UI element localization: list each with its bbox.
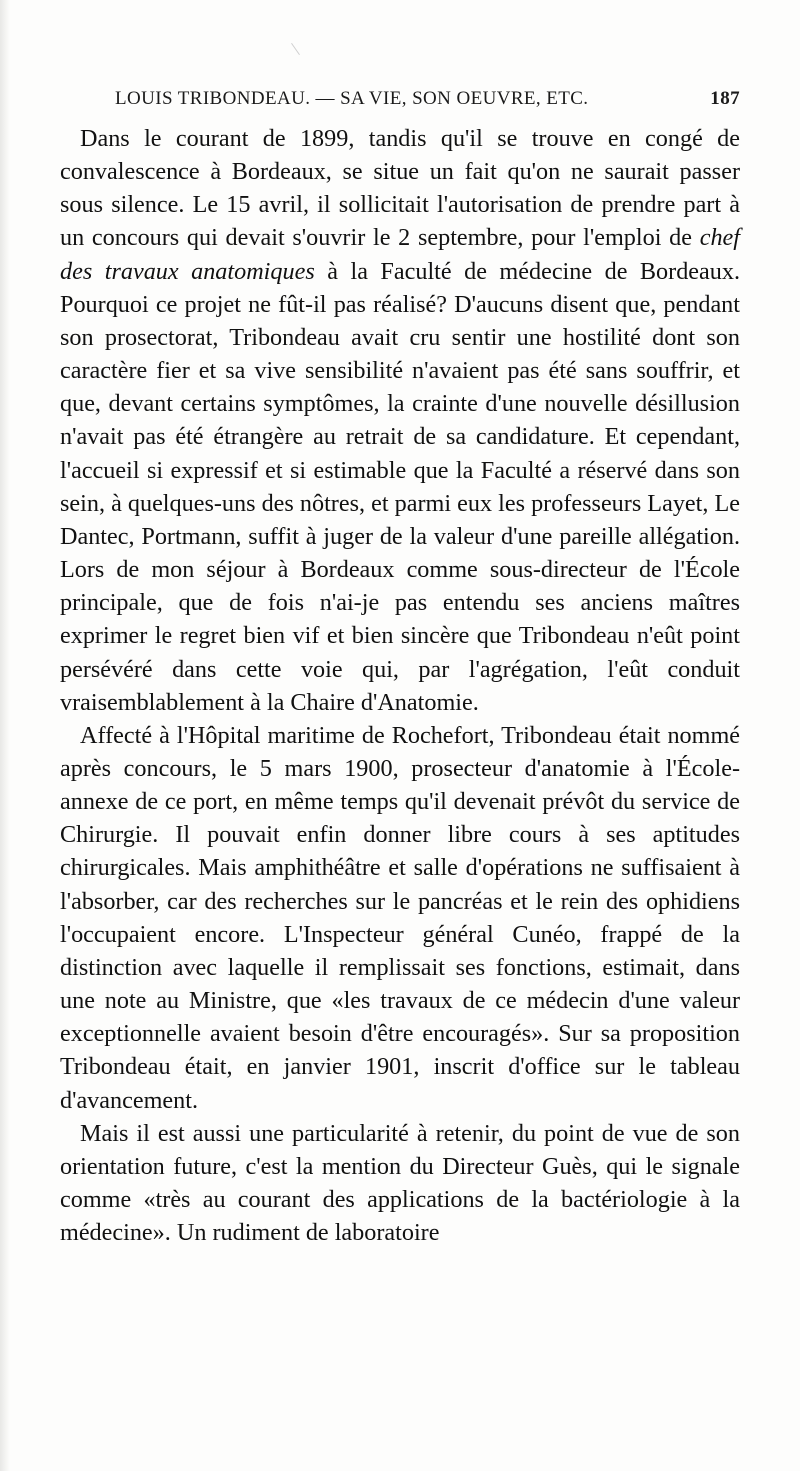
body-text <box>60 122 740 1249</box>
page-number: 187 <box>710 88 740 109</box>
paragraph-2: Affecté à l'Hôpital maritime de Rochefort, Tribondeau était nommé après concours, le 5 mars 1900, prosecteur d'anatomie à l'École-annexe de ce port, en même temps qu'il devenait prévôt du service de Chirurgie. Il pouvait enfin donner libre cours à ses aptitudes chirurgicales. Mais amphithéâtre et salle d'opérations ne suffisaient à l'absorber, car des recherches sur le pancréas et le rein des ophidiens l'occupaient encore. L'Inspecteur général Cunéo, frappé de la distinction avec laquelle il remplissait ses fonctions, estimait, dans une note au Ministre, que «les travaux de ce médecin d'une valeur exceptionnelle avaient besoin d'être encouragés». Sur sa proposition Tribondeau était, en janvier 1901, inscrit d'office sur le tableau d'avancement. <box>60 721 740 1114</box>
page-edge-shadow <box>0 0 10 1471</box>
paragraph-1-start: Dans le courant de 1899, tandis qu'il se trouve en congé de convalescence à Bordeaux, se situe un fait qu'on ne saurait passer sous silence. Le 15 avril, il sollicitait l'autorisation de prendre part à un concours qui devait s'ouvrir le 2 septembre, pour l'emploi de <box>60 125 740 252</box>
italic-job-title: chef des travaux anatomiques <box>60 224 740 285</box>
paragraph-3: Mais il est aussi une particularité à retenir, du point de vue de son orientation future, c'est la mention du Directeur Guès, qui le signale comme «très au courant des applications de la bactériologie à la médecine». Un rudiment de laboratoire <box>60 1119 740 1247</box>
scan-mark <box>291 43 300 55</box>
running-header <box>115 88 740 118</box>
paragraph-1 <box>60 122 740 719</box>
running-title: LOUIS TRIBONDEAU. — SA VIE, SON OEUVRE, ETC. <box>115 88 589 109</box>
paragraph-1-end: à la Faculté de médecine de Bordeaux. Pourquoi ce projet ne fût-il pas réalisé? D'aucuns disent que, pendant son prosectorat, Tribondeau avait cru sentir une hostilité dont son caractère fier et sa vive sensibilité n'avaient pas été sans souffrir, et que, devant certains symptômes, la crainte d'une nouvelle désillusion n'avait pas été étrangère au retrait de sa candidature. Et cependant, l'accueil si expressif et si estimable que la Faculté a réservé dans son sein, à quelques-uns des nôtres, et parmi eux les professeurs Layet, Le Dantec, Portmann, suffit à juger de la valeur d'une pareille allégation. Lors de mon séjour à Bordeaux comme sous-directeur de l'École principale, que de fois n'ai-je pas entendu ses anciens maîtres exprimer le regret bien vif et bien sincère que Tribondeau n'eût point persévéré dans cette voie qui, par l'agrégation, l'eût conduit vraisemblablement à la Chaire d'Anatomie. <box>60 257 741 716</box>
